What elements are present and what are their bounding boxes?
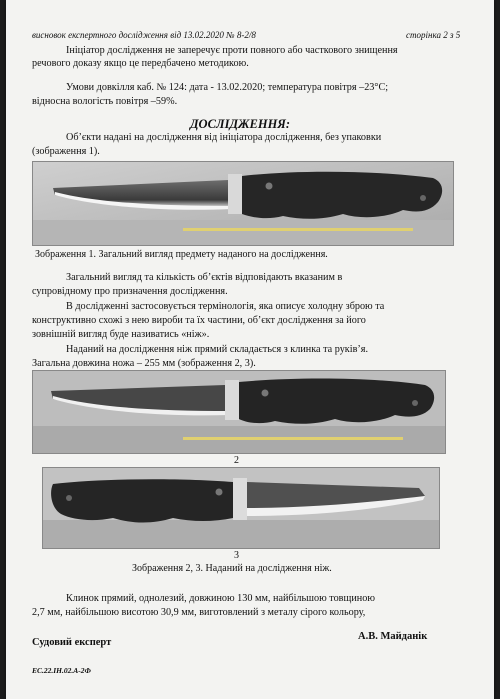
knife-image xyxy=(43,468,439,548)
section-title: ДОСЛІДЖЕННЯ: xyxy=(190,117,291,131)
knife-image xyxy=(33,371,445,453)
objects-line-2: (зображення 1). xyxy=(32,146,100,157)
header-page-number: сторінка 2 з 5 xyxy=(406,30,461,40)
para1-line-1: Загальний вигляд та кількість об’єктів відповідають вказаним в xyxy=(66,272,343,283)
knife-photo-3 xyxy=(42,467,440,549)
document-page xyxy=(6,0,494,699)
para3-line-1: Наданий на дослідження ніж прямий складається з клинка та руків’я. xyxy=(66,344,369,355)
figure-3-number: 3 xyxy=(234,550,239,561)
para4-line-1: Клинок прямий, однолезий, довжиною 130 мм, найбільшою товщиною xyxy=(66,593,375,604)
knife-photo-2 xyxy=(32,370,446,454)
knife-image xyxy=(33,162,453,245)
para2-line-1: В дослідженні застосовується термінологія, яка описує холодну зброю та xyxy=(66,301,385,312)
figure-2-3-caption: Зображення 2, 3. Наданий на дослідження ніж. xyxy=(132,563,332,574)
document-code: ЕС.22.ІН.02.А-2Ф xyxy=(32,666,91,675)
para1-line-2: супровідному про призначення дослідження. xyxy=(32,286,228,297)
signature-role: Судовий експерт xyxy=(32,637,112,648)
para2-line-2: конструктивно схожі з нею вироби та їх частини, об’єкт дослідження за його xyxy=(32,315,366,326)
para2-line-3: зовнішній вигляд буде називатись «ніж». xyxy=(32,329,210,340)
header-doc-ref: висновок експертного дослідження від 13.02.2020 № 8-2/8 xyxy=(32,30,256,40)
para4-line-2: 2,7 мм, найбільшою висотою 30,9 мм, виготовлений з металу сірого кольору, xyxy=(32,607,366,618)
signature-name: А.В. Майданік xyxy=(358,631,428,642)
para3-line-2: Загальна довжина ножа – 255 мм (зображення 2, 3). xyxy=(32,358,256,369)
figure-2-number: 2 xyxy=(234,455,239,466)
knife-photo-1 xyxy=(32,161,454,246)
conditions-line-2: відносна вологість повітря –59%. xyxy=(32,96,178,107)
intro-line-2: речового доказу якщо це передбачено методикою. xyxy=(32,58,249,69)
conditions-line-1: Умови довкілля каб. № 124: дата - 13.02.2020; температура повітря –23°С; xyxy=(66,82,389,93)
objects-line-1: Об’єкти надані на дослідження від ініціатора дослідження, без упаковки xyxy=(66,132,382,143)
intro-line-1: Ініціатор дослідження не заперечує проти повного або часткового знищення xyxy=(66,45,398,56)
figure-1-caption: Зображення 1. Загальний вигляд предмету наданого на дослідження. xyxy=(35,249,328,260)
